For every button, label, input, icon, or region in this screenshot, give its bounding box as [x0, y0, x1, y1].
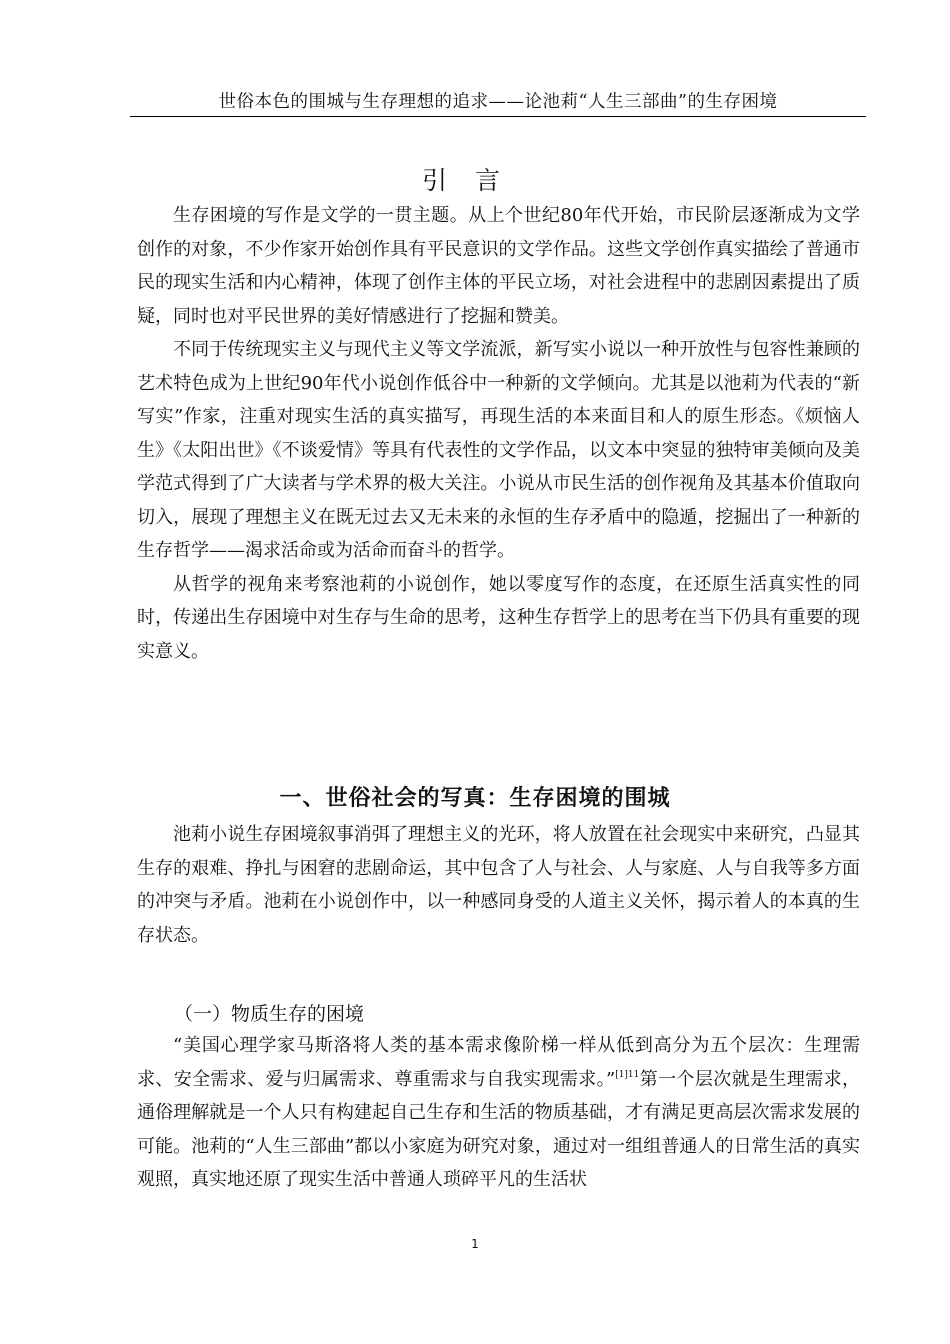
citation-marker[interactable]: [1]11: [615, 1069, 640, 1080]
subsection-1-paragraph: [137, 1029, 860, 1197]
intro-paragraph: 不同于传统现实主义与现代主义等文学流派，新写实小说以一种开放性与包容性兼顾的艺术特色成为上世纪90年代小说创作低谷中一种新的文学倾向。尤其是以池莉为代表的“新写实”作家，注重对现实生活的真实描写，再现生活的本来面目和人的原生形态。《烦恼人生》《太阳出世》《不谈爱情》等具有代表性的文学作品，以文本中突显的独特审美倾向及美学范式得到了广大读者与学术界的极大关注。小说从市民生活的创作视角及其基本价值取向切入，展现了理想主义在既无过去又无未来的永恒的生存矛盾中的隐遁，挖掘出了一种新的生存哲学——渴求活命或为活命而奋斗的哲学。: [137, 339, 860, 561]
section-1-heading: 一、世俗社会的写真：生存困境的围城: [279, 786, 671, 812]
running-header: 世俗本色的围城与生存理想的追求——论池莉“人生三部曲”的生存困境: [218, 92, 778, 112]
paragraph-continuation: 第一个层次就是生理需求，通俗理解就是一个人只有构建起自己生存和生活的物质基础，才有满足更高层次需求发展的可能。池莉的“人生三部曲”都以小家庭为研究对象，通过对一组组普通人的日常生活的真实观照，真实地还原了现实生活中普通人琐碎平凡的生活状: [137, 1068, 860, 1190]
intro-paragraph: 生存困境的写作是文学的一贯主题。从上个世纪80年代开始，市民阶层逐渐成为文学创作的对象，不少作家开始创作具有平民意识的文学作品。这些文学创作真实描绘了普通市民的现实生活和内心精神，体现了创作主体的平民立场，对社会进程中的悲剧因素提出了质疑，同时也对平民世界的美好情感进行了挖掘和赞美。: [137, 205, 860, 327]
section-1-paragraph: 池莉小说生存困境叙事消弭了理想主义的光环，将人放置在社会现实中来研究，凸显其生存的艰难、挣扎与困窘的悲剧命运，其中包含了人与社会、人与家庭、人与自我等多方面的冲突与矛盾。池莉在小说创作中，以一种感同身受的人道主义关怀，揭示着人的本真的生存状态。: [137, 824, 860, 946]
quote-text: “美国心理学家马斯洛将人类的基本需求像阶梯一样从低到高分为五个层次：生理需求、安全需求、爱与归属需求、尊重需求与自我实现需求。”: [137, 1035, 860, 1090]
intro-title: 引言: [421, 165, 528, 195]
header-rule: [130, 116, 866, 117]
subsection-1-body: [137, 1029, 860, 1197]
page-number: 1: [471, 1237, 479, 1251]
intro-body: [137, 199, 860, 668]
subsection-1-heading: （一）物质生存的困境: [174, 1003, 365, 1025]
section-1-body: [137, 818, 860, 952]
intro-paragraph: 从哲学的视角来考察池莉的小说创作，她以零度写作的态度，在还原生活真实性的同时，传递出生存困境中对生存与生命的思考，这种生存哲学上的思考在当下仍具有重要的现实意义。: [137, 573, 860, 662]
